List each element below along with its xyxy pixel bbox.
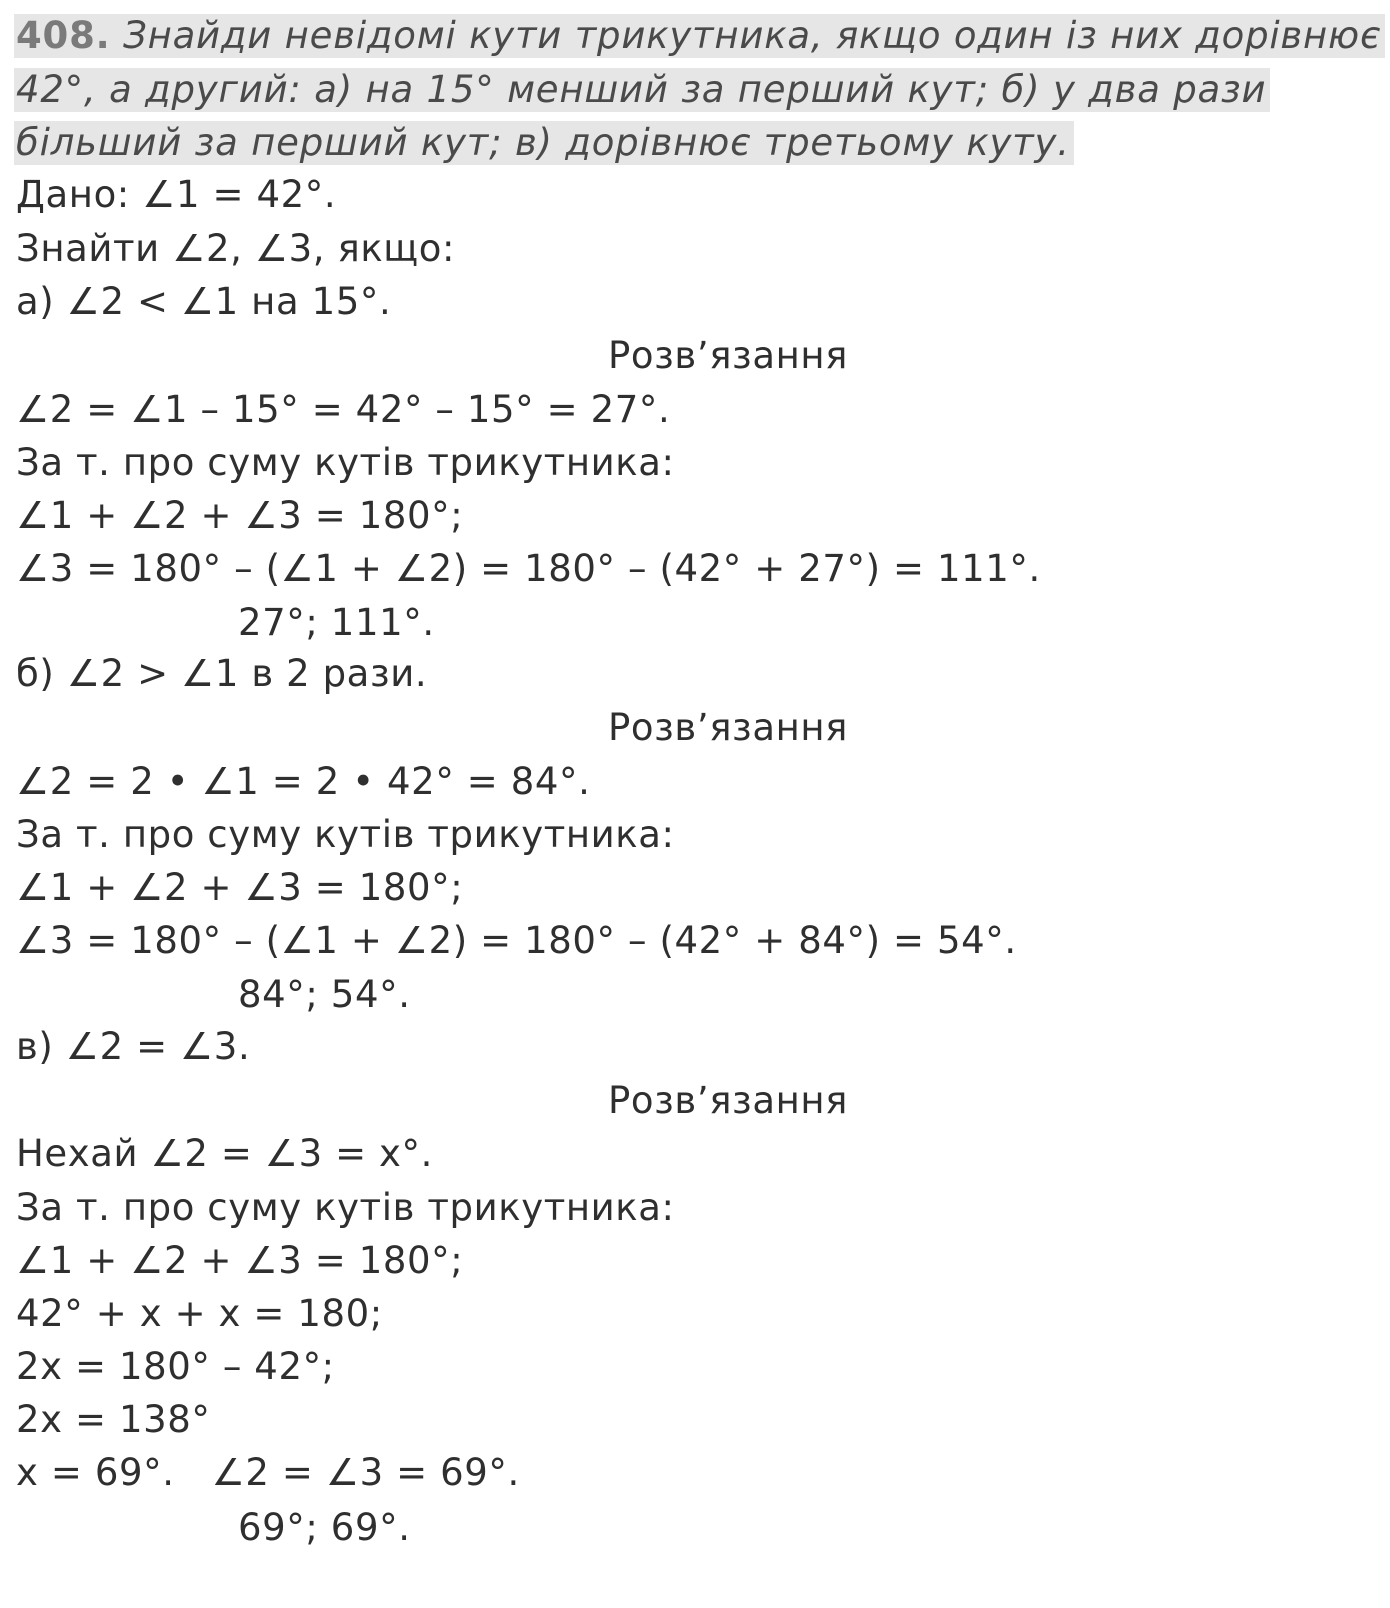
part-b-answer: 84°; 54°. [238, 973, 411, 1016]
find-line: Знайти ∠2, ∠3, якщо: [16, 227, 456, 270]
part-a-answer: 27°; 111°. [238, 601, 435, 644]
part-c-step-1: Нехай ∠2 = ∠3 = x°. [16, 1132, 433, 1175]
given-line: Дано: ∠1 = 42°. [16, 173, 337, 216]
part-b-heading: Розв’язання [608, 706, 849, 749]
task-line-2: 42°, а другий: а) на 15° менший за перший кут; б) у два рази [14, 68, 1270, 112]
part-a-step-4: ∠3 = 180° – (∠1 + ∠2) = 180° – (42° + 27°) = 111°. [16, 547, 1041, 590]
part-c-heading: Розв’язання [608, 1079, 849, 1122]
task-line-3: більший за перший кут; в) дорівнює третьому куту. [14, 121, 1074, 165]
part-b-step-2: За т. про суму кутів трикутника: [16, 813, 675, 856]
part-c-condition: в) ∠2 = ∠3. [16, 1025, 251, 1068]
part-b-step-1: ∠2 = 2 • ∠1 = 2 • 42° = 84°. [16, 760, 591, 803]
part-a-step-3: ∠1 + ∠2 + ∠3 = 180°; [16, 494, 464, 537]
task-number: 408. [16, 14, 111, 57]
part-c-step-6: 2x = 138° [16, 1398, 211, 1441]
part-c-step-5: 2x = 180° – 42°; [16, 1345, 335, 1388]
part-a-step-1: ∠2 = ∠1 – 15° = 42° – 15° = 27°. [16, 388, 671, 431]
part-b-step-3: ∠1 + ∠2 + ∠3 = 180°; [16, 866, 464, 909]
part-a-step-2: За т. про суму кутів трикутника: [16, 441, 675, 484]
part-b-step-4: ∠3 = 180° – (∠1 + ∠2) = 180° – (42° + 84°) = 54°. [16, 919, 1017, 962]
part-a-heading: Розв’язання [608, 334, 849, 377]
task-line-1 [14, 14, 1385, 58]
part-c-step-3: ∠1 + ∠2 + ∠3 = 180°; [16, 1239, 464, 1282]
part-c-step-4: 42° + x + x = 180; [16, 1292, 383, 1335]
part-c-step-7: x = 69°. ∠2 = ∠3 = 69°. [16, 1451, 520, 1494]
part-c-step-2: За т. про суму кутів трикутника: [16, 1186, 675, 1229]
part-a-condition: а) ∠2 < ∠1 на 15°. [16, 280, 392, 323]
part-b-condition: б) ∠2 > ∠1 в 2 рази. [16, 652, 428, 695]
task-text: Знайди невідомі кути трикутника, якщо один із них дорівнює [123, 14, 1382, 57]
part-c-answer: 69°; 69°. [238, 1506, 411, 1549]
